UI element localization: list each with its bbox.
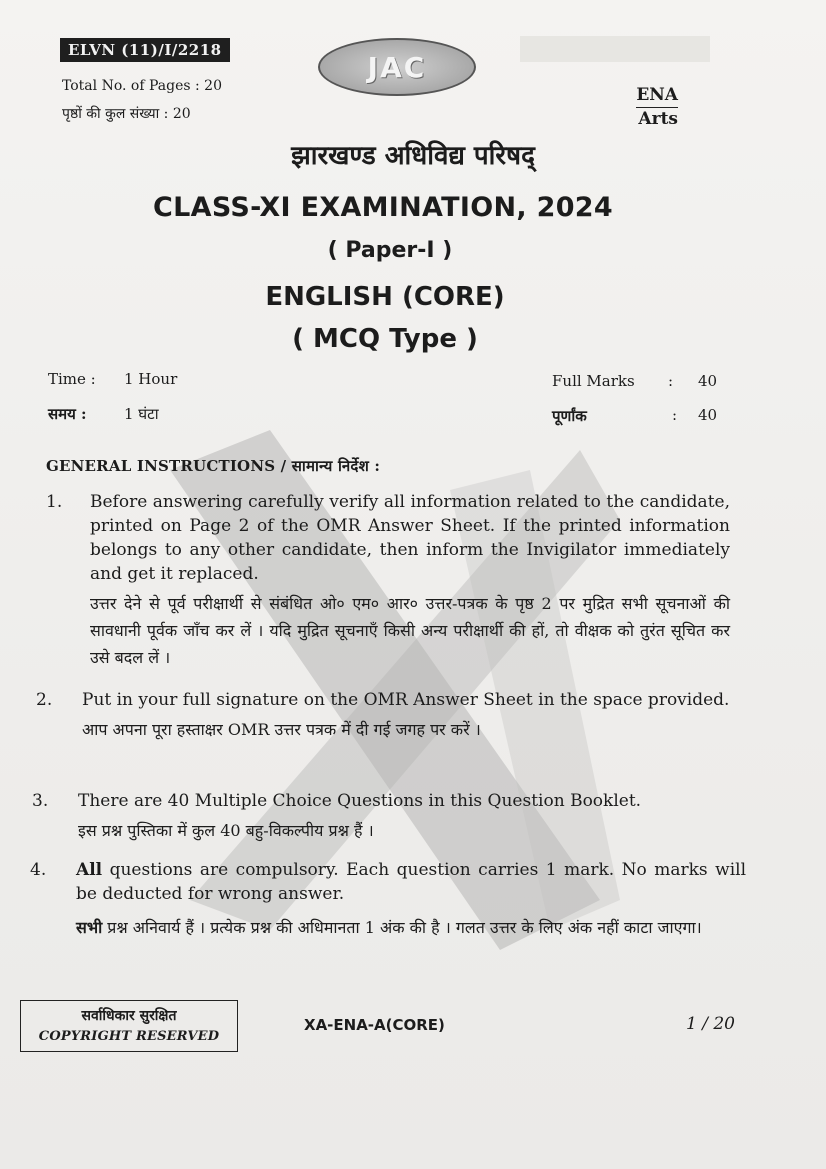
time-label-en: Time : — [48, 370, 96, 388]
instruction-text-hi: आप अपना पूरा हस्ताक्षर OMR उत्तर पत्रक में दी गई जगह पर करें । — [82, 720, 481, 739]
instruction-text-en — [76, 858, 746, 906]
stream-code: ENA — [636, 84, 678, 108]
total-pages-hi: पृष्ठों की कुल संख्या : 20 — [62, 106, 191, 122]
instruction-emphasis-hi: सभी — [76, 918, 103, 937]
full-marks-value-hi: 40 — [698, 406, 718, 424]
paper-number: ( Paper-I ) — [327, 238, 453, 263]
copyright-hi: सर्वाधिकार सुरक्षित — [81, 1008, 177, 1024]
instruction-number: 1. — [46, 492, 63, 512]
instruction-text-hi: उत्तर देने से पूर्व परीक्षार्थी से संबंधित ओ० एम० आर० उत्तर-पत्रक के पृष्ठ 2 पर मुद्रित सभी सूचनाओं की सावधानी पूर्वक जाँच कर लें । यदि मुद्रित सूचनाएँ किसी अन्य परीक्षार्थी की हों, तो वीक्षक को तुरंत सूचित कर उसे बदल लें । — [90, 594, 730, 667]
instruction-emphasis-en: All — [76, 860, 103, 880]
question-type: ( MCQ Type ) — [292, 324, 478, 354]
full-marks-label-en: Full Marks — [552, 372, 635, 390]
instruction-rest-hi: प्रश्न अनिवार्य हैं । प्रत्येक प्रश्न की अधिमानता 1 अंक की है । गलत उत्तर के लिए अंक नहीं काटा जाएगा। — [102, 918, 702, 937]
instructions-heading: GENERAL INSTRUCTIONS / सामान्य निर्देश : — [46, 457, 381, 475]
board-name-hi: झारखण्ड अधिविद्य परिषद् — [291, 141, 535, 171]
copyright-box — [20, 1000, 238, 1052]
instruction-number: 2. — [36, 690, 53, 710]
subject-title: ENGLISH (CORE) — [265, 282, 505, 312]
instruction-number: 4. — [30, 860, 47, 880]
instruction-text-hi: इस प्रश्न पुस्तिका में कुल 40 बहु-विकल्पीय प्रश्न हैं । — [78, 821, 374, 840]
copyright-en: COPYRIGHT RESERVED — [38, 1029, 220, 1044]
footer-paper-code: XA-ENA-A(CORE) — [304, 1016, 445, 1034]
page-number: 1 / 20 — [686, 1014, 735, 1034]
stream-name: Arts — [638, 109, 678, 129]
faint-stamp — [520, 36, 710, 62]
instruction-text-en: Put in your full signature on the OMR Answer Sheet in the space provided. — [82, 690, 730, 710]
full-marks-colon-hi: : — [672, 406, 678, 424]
instruction-number: 3. — [32, 791, 49, 811]
stream-label — [636, 84, 678, 130]
time-value-hi: 1 घंटा — [124, 405, 159, 423]
instruction-text-en: Before answering carefully verify all information related to the candidate, printed on Page 2 of the OMR Answer Sheet. If the printed information belongs to any other candidate, then inform the Invigilator immediately and get it replaced. — [90, 492, 730, 584]
total-pages-en: Total No. of Pages : 20 — [62, 78, 222, 94]
jac-logo-text: JAC — [367, 50, 427, 84]
exam-title: CLASS-XI EXAMINATION, 2024 — [153, 192, 613, 223]
time-value-en: 1 Hour — [124, 370, 178, 388]
time-label-hi: समय : — [48, 405, 87, 423]
instruction-text-hi — [76, 914, 746, 941]
instruction-rest-en: questions are compulsory. Each question carries 1 mark. No marks will be deducted for wrong answer. — [76, 860, 746, 904]
instruction-text-en: There are 40 Multiple Choice Questions in this Question Booklet. — [78, 791, 642, 811]
full-marks-label-hi: पूर्णांक — [552, 407, 587, 425]
full-marks-value-en: 40 — [698, 372, 718, 390]
paper-code-label: ELVN (11)/I/2218 — [60, 38, 230, 62]
full-marks-colon-en: : — [668, 372, 674, 390]
jac-logo — [318, 38, 476, 96]
